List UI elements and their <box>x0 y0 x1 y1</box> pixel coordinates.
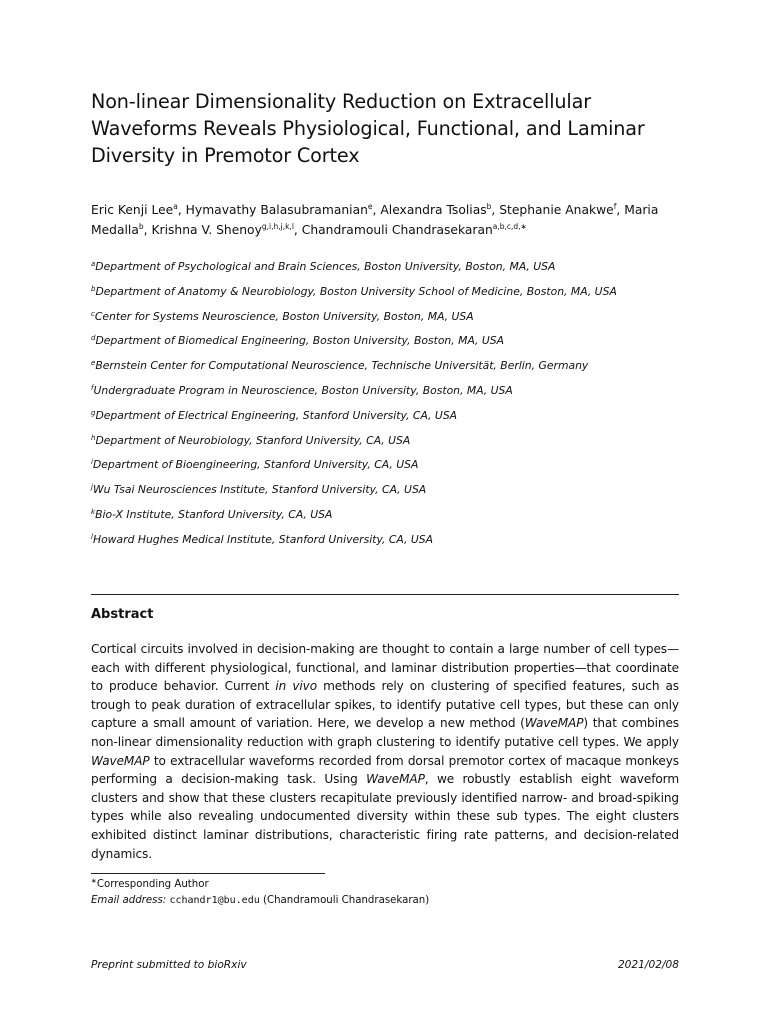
affiliation: $^f$Undergraduate Program in Neuroscience, Boston University, Boston, MA, USA <box>91 383 513 397</box>
affiliation: $^j$Wu Tsai Neurosciences Institute, Stanford University, CA, USA <box>91 483 427 497</box>
affiliation: $^h$Department of Neurobiology, Stanford University, CA, USA <box>91 433 411 447</box>
affiliation: $^c$Center for Systems Neuroscience, Boston University, Boston, MA, USA <box>91 309 474 323</box>
footer-date: 2021/02/08 <box>617 959 679 971</box>
affiliation: $^k$Bio-X Institute, Stanford University, CA, USA <box>91 507 333 521</box>
author: Krishna V. Shenoy$^{g,i,h,j,k,l}$ <box>151 222 294 237</box>
footnote <box>91 877 679 909</box>
abstract-body: Cortical circuits involved in decision-making are thought to contain a large number of cell types—each with different physiological, functional, and laminar distribution properties—that coordinate to produce behavior. Current in vivo methods rely on clustering of specified features, such as trough to peak duration of extracellular spikes, to identify putative cell types, but these can only capture a small amount of variation. Here, we develop a new method (WaveMAP) that combines non-linear dimensionality reduction with graph clustering to identify putative cell types. We apply WaveMAP to extracellular waveforms recorded from dorsal premotor cortex of macaque monkeys performing a decision-making task. Using WaveMAP, we robustly establish eight waveform clusters and show that these clusters recapitulate previously identified narrow- and broad-spiking types while also revealing undocumented diversity within these sub types. The eight clusters exhibited distinct laminar distributions, characteristic firing rate patterns, and decision-related dynamics. <box>91 642 679 861</box>
page-footer <box>91 957 679 973</box>
affiliation-list <box>91 257 691 555</box>
author: Maria Medalla$^b$ <box>91 203 659 237</box>
affiliation: $^a$Department of Psychological and Brain Sciences, Boston University, Boston, MA, USA <box>91 260 556 273</box>
affiliation: $^i$Department of Bioengineering, Stanford University, CA, USA <box>91 458 419 472</box>
footer-journal: Preprint submitted to bioRxiv <box>91 959 247 971</box>
corresponding-author-note: ∗Corresponding Author <box>91 877 209 890</box>
abstract-heading: Abstract <box>91 607 154 622</box>
author: Hymavathy Balasubramanian$^e$ <box>185 202 373 217</box>
affiliation: $^l$Howard Hughes Medical Institute, Stanford University, CA, USA <box>91 532 434 546</box>
abstract-rule <box>91 594 679 595</box>
paper-title: Non-linear Dimensionality Reduction on Extracellular Waveforms Reveals Physiological, Functional, and Laminar Diversity in Premotor Cortex <box>91 90 645 167</box>
footnote-rule <box>91 873 325 874</box>
affiliation: $^e$Bernstein Center for Computational Neuroscience, Technische Universität, Berlin, Germany <box>91 359 589 373</box>
email-line: Email address: cchandr1@bu.edu (Chandramouli Chandrasekaran) <box>91 895 430 906</box>
affiliation: $^d$Department of Biomedical Engineering, Boston University, Boston, MA, USA <box>91 334 505 348</box>
affiliation: $^g$Department of Electrical Engineering, Stanford University, CA, USA <box>91 408 458 422</box>
author: Stephanie Anakwe$^f$ <box>499 202 617 217</box>
author-list <box>91 200 691 240</box>
author: Alexandra Tsolias$^b$ <box>380 202 492 217</box>
email-link[interactable]: cchandr1@bu.edu <box>169 895 260 906</box>
author: Eric Kenji Lee$^a$ <box>91 202 178 217</box>
author: Chandramouli Chandrasekaran$^{a,b,c,d,∗}$ <box>301 222 527 237</box>
affiliation: $^b$Department of Anatomy & Neurobiology, Boston University School of Medicine, Boston, MA, USA <box>91 284 617 298</box>
